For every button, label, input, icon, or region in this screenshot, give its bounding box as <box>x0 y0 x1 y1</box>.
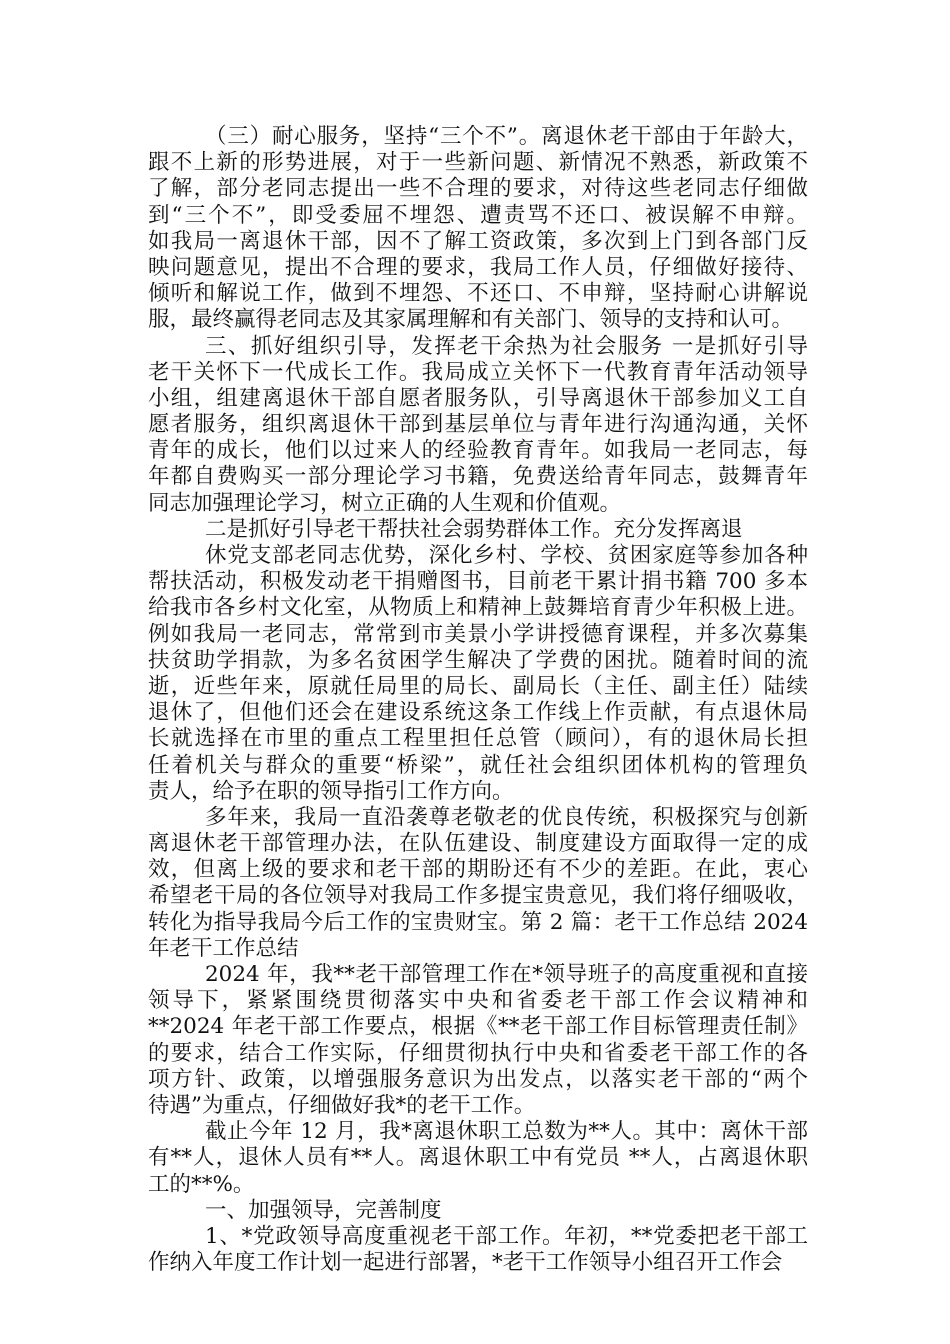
text-line: 三、抓好组织引导，发挥老干余热为社会服务 一是抓好引导 <box>205 333 808 359</box>
text-line: （三）耐心服务，坚持“三个不”。离退休老干部由于年龄大， <box>205 124 808 149</box>
text-line: 作纳入年度工作计划一起进行部署，*老干工作领导小组召开工作会 <box>148 1250 783 1276</box>
text-line: 有**人，退休人员有**人。离退休职工中有党员 **人，占离退休职 <box>148 1145 808 1171</box>
text-line: 映问题意见，提出不合理的要求，我局工作人员，仔细做好接待、 <box>148 254 808 280</box>
text-line: 例如我局一老同志，常常到市美景小学讲授德育课程，并多次募集 <box>148 621 808 647</box>
text-line: 同志加强理论学习，树立正确的人生观和价值观。 <box>148 490 622 516</box>
text-line: 年都自费购买一部分理论学习书籍，免费送给青年同志，鼓舞青年 <box>148 464 808 490</box>
text-line: 老干关怀下一代成长工作。我局成立关怀下一代教育青年活动领导 <box>148 359 808 385</box>
text-line: 跟不上新的形势进展，对于一些新问题、新情况不熟悉，新政策不 <box>148 150 808 176</box>
text-line: 休党支部老同志优势，深化乡村、学校、贫困家庭等参加各种 <box>205 543 808 568</box>
text-line: 到“三个不”，即受委屈不埋怨、遭责骂不还口、被误解不申辩。 <box>148 202 808 228</box>
text-line: 扶贫助学捐款，为多名贫困学生解决了学费的困扰。随着时间的流 <box>148 647 808 673</box>
text-line: 离退休老干部管理办法，在队伍建设、制度建设方面取得一定的成 <box>148 831 808 857</box>
text-line: 倾听和解说工作，做到不埋怨、不还口、不申辩，坚持耐心讲解说 <box>148 281 808 307</box>
document-page <box>148 124 808 1276</box>
text-line: 退休了，但他们还会在建设系统这条工作线上作贡献，有点退休局 <box>148 700 808 726</box>
text-line: 年老干工作总结 <box>148 935 299 961</box>
text-line: 1、*党政领导高度重视老干部工作。年初，**党委把老干部工 <box>205 1223 808 1249</box>
text-line: 希望老干局的各位领导对我局工作多提宝贵意见，我们将仔细吸收， <box>148 883 808 909</box>
text-line: 待遇”为重点，仔细做好我*的老干工作。 <box>148 1092 536 1118</box>
text-line: 服，最终赢得老同志及其家属理解和有关部门、领导的支持和认可。 <box>148 307 794 333</box>
text-line: 转化为指导我局今后工作的宝贵财宝。第 2 篇：老干工作总结 2024 <box>148 909 808 935</box>
text-line: 多年来，我局一直沿袭尊老敬老的优良传统，积极探究与创新 <box>205 804 808 830</box>
text-line: 截止今年 12 月，我*离退休职工总数为**人。其中：离休干部 <box>205 1119 808 1145</box>
text-line: 青年的成长，他们以过来人的经验教育青年。如我局一老同志，每 <box>148 438 808 464</box>
text-line: 小组，组建离退休干部自愿者服务队，引导离退休干部参加义工自 <box>148 385 808 411</box>
text-line: 2024 年，我**老干部管理工作在*领导班子的高度重视和直接 <box>205 962 808 987</box>
text-line: 项方针、政策，以增强服务意识为出发点，以落实老干部的“两个 <box>148 1066 808 1092</box>
text-line: 逝，近些年来，原就任局里的局长、副局长（主任、副主任）陆续 <box>148 673 808 699</box>
text-line: **2024 年老干部工作要点，根据《**老干部工作目标管理责任制》 <box>148 1014 808 1040</box>
text-line: 效，但离上级的要求和老干部的期盼还有不少的差距。在此，衷心 <box>148 857 808 883</box>
text-line: 了解，部分老同志提出一些不合理的要求，对待这些老同志仔细做 <box>148 176 808 202</box>
text-line: 愿者服务，组织离退休干部到基层单位与青年进行沟通沟通，关怀 <box>148 412 808 438</box>
text-line: 一、加强领导，完善制度 <box>205 1197 442 1223</box>
text-line: 二是抓好引导老干帮扶社会弱势群体工作。充分发挥离退 <box>205 516 743 542</box>
text-line: 长就选择在市里的重点工程里担任总管（顾问），有的退休局长担 <box>148 726 808 752</box>
text-line: 如我局一离退休干部，因不了解工资政策，多次到上门到各部门反 <box>148 228 808 254</box>
text-line: 责人，给予在职的领导指引工作方向。 <box>148 778 514 804</box>
text-line: 领导下，紧紧围绕贯彻落实中央和省委老干部工作会议精神和 <box>148 988 808 1014</box>
text-line: 给我市各乡村文化室，从物质上和精神上鼓舞培育青少年积极上进。 <box>148 595 808 621</box>
text-line: 任着机关与群众的重要“桥梁”，就任社会组织团体机构的管理负 <box>148 752 808 778</box>
text-line: 的要求，结合工作实际，仔细贯彻执行中央和省委老干部工作的各 <box>148 1040 808 1066</box>
text-line: 帮扶活动，积极发动老干捐赠图书，目前老干累计捐书籍 700 多本 <box>148 569 808 595</box>
text-line: 工的**%。 <box>148 1171 255 1197</box>
